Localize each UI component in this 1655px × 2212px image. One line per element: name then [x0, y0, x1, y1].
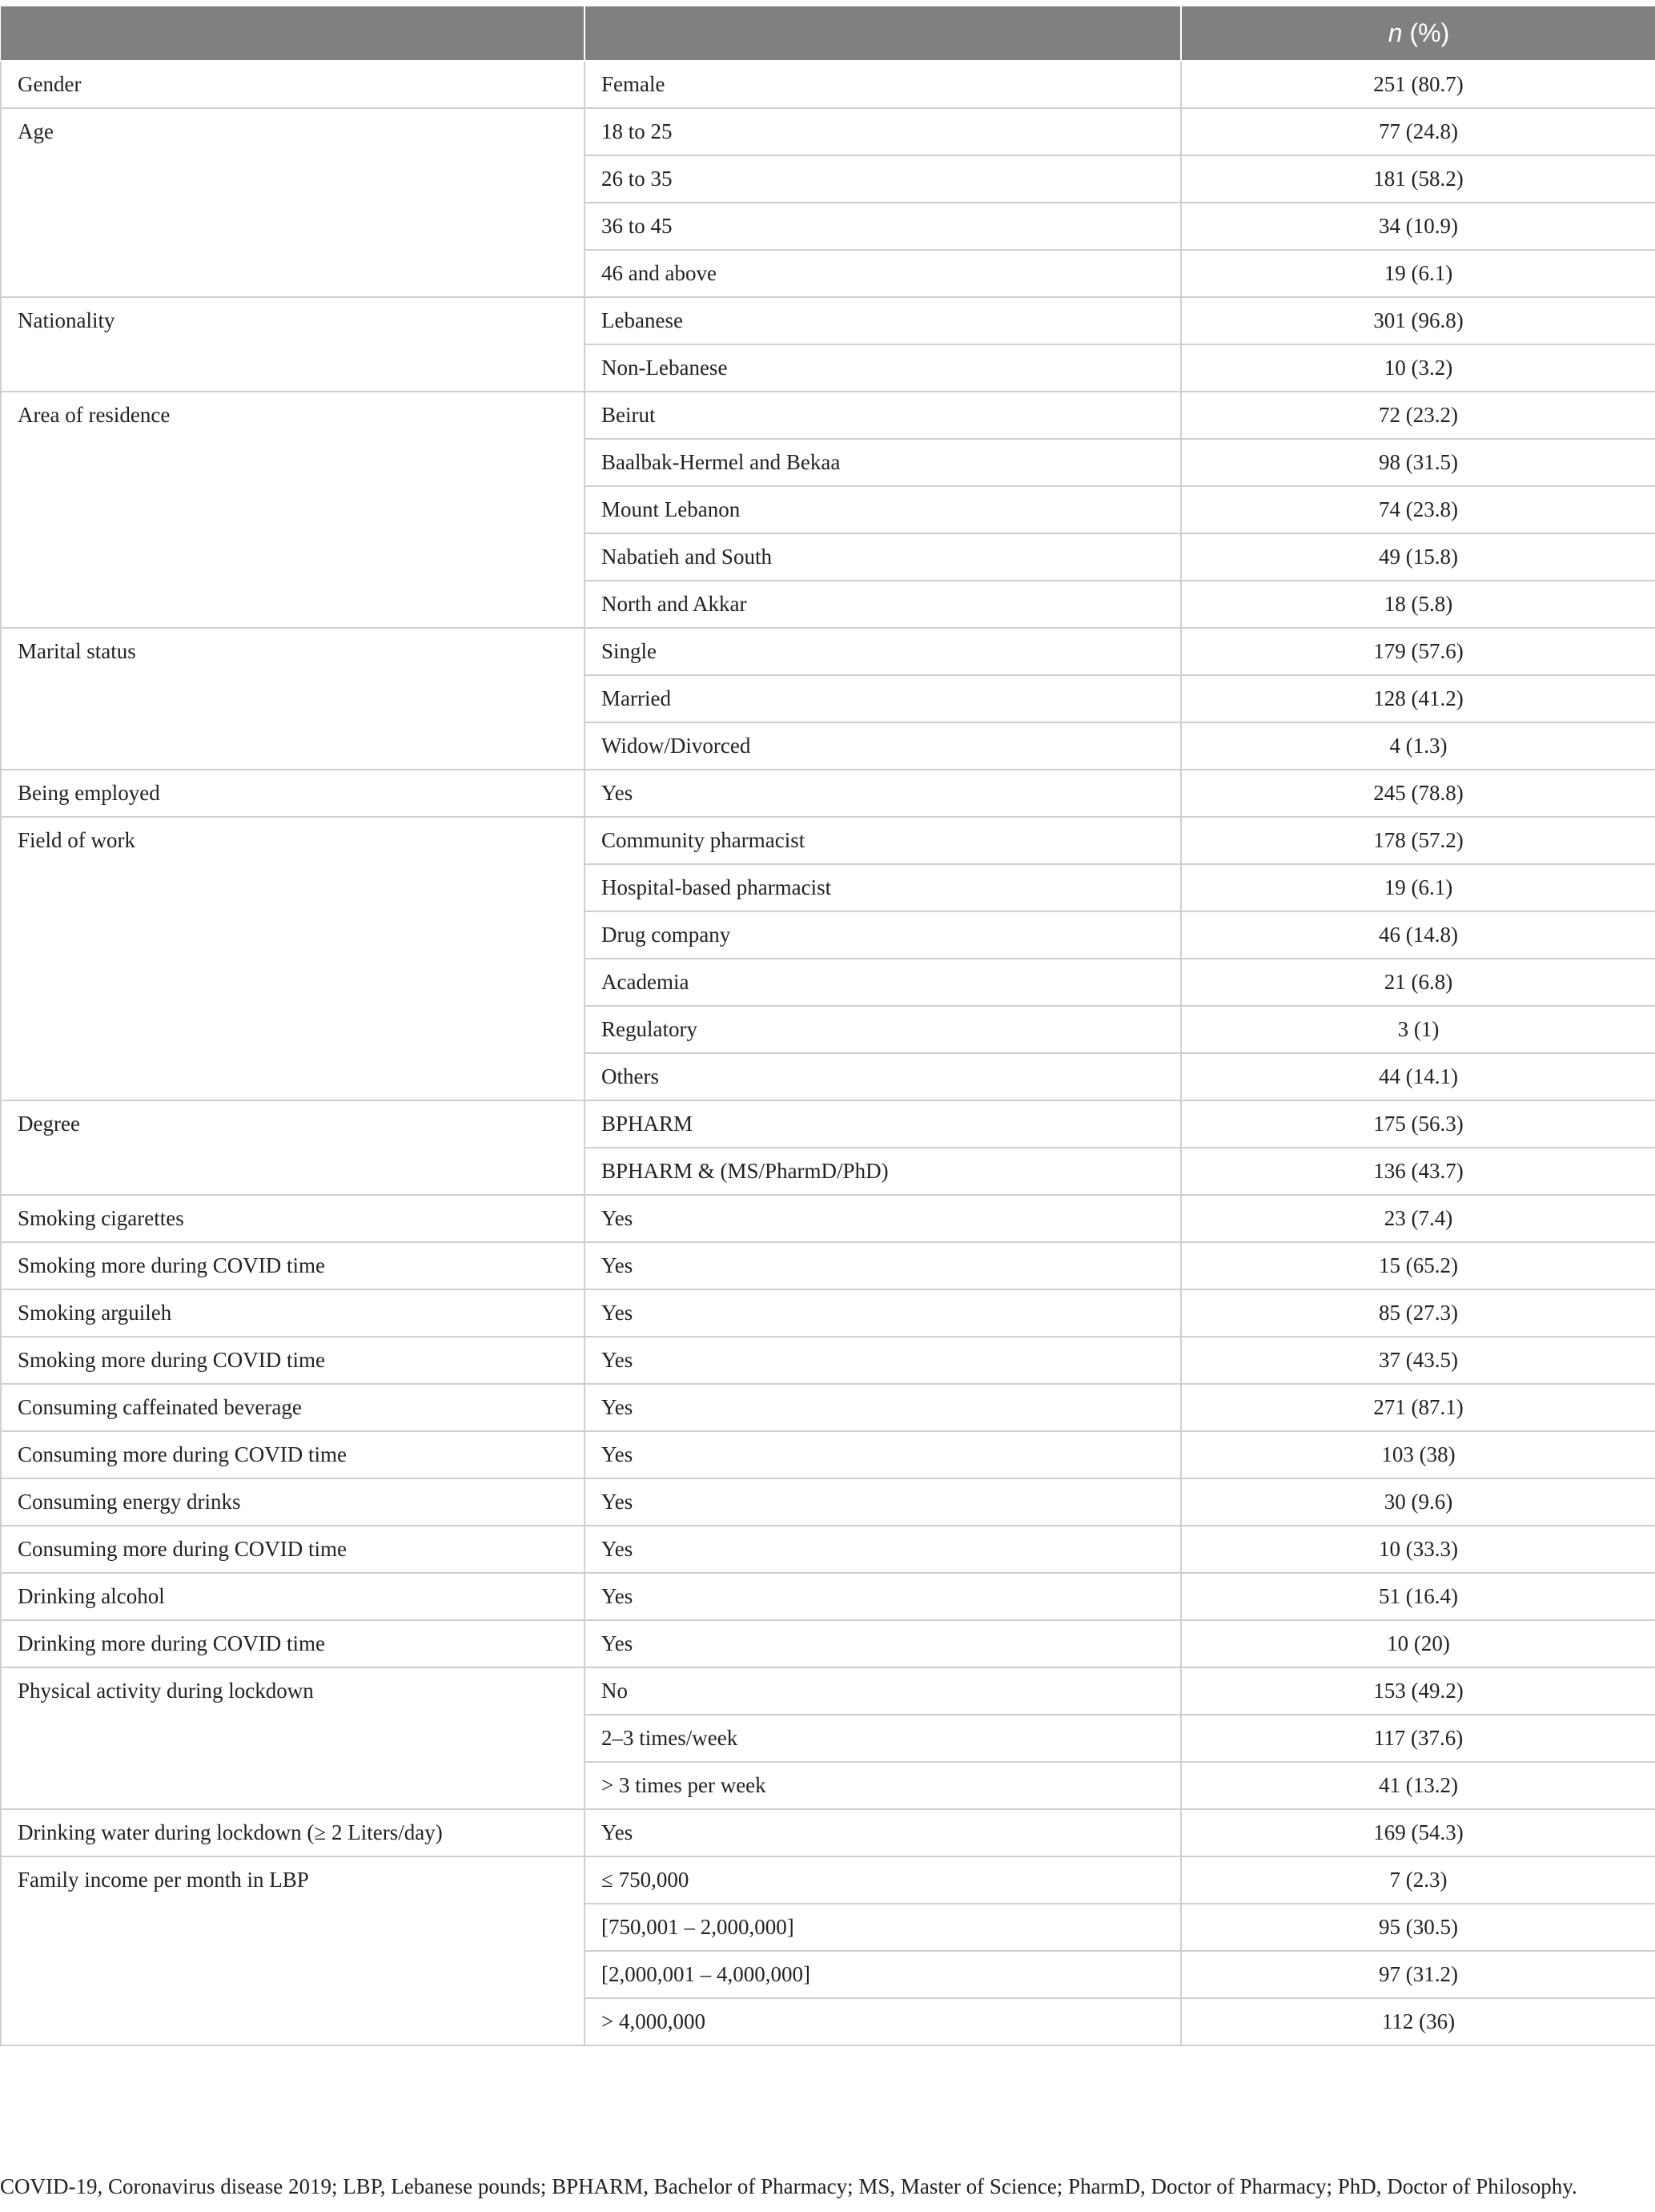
table-row — [1, 1620, 1655, 1667]
variable-cell: Physical activity during lockdown — [1, 1667, 584, 1809]
value-cell: 44 (14.1) — [1181, 1053, 1655, 1100]
level-cell: Yes — [584, 1384, 1181, 1431]
value-cell: 19 (6.1) — [1181, 864, 1655, 911]
value-cell: 21 (6.8) — [1181, 959, 1655, 1006]
level-cell: BPHARM — [584, 1100, 1181, 1148]
value-cell: 74 (23.8) — [1181, 486, 1655, 533]
table-footnote: COVID-19, Coronavirus disease 2019; LBP, Lebanese pounds; BPHARM, Bachelor of Pharmacy; MS, Master of Science; PharmD, Doctor of Pharmacy; PhD, Doctor of Philosophy. — [0, 2174, 1577, 2198]
value-cell: 41 (13.2) — [1181, 1762, 1655, 1809]
level-cell: 2–3 times/week — [584, 1715, 1181, 1762]
header-cell-variable — [1, 6, 584, 61]
value-cell: 112 (36) — [1181, 1998, 1655, 2045]
table-row — [1, 1478, 1655, 1526]
table-body — [1, 61, 1655, 2045]
value-cell: 251 (80.7) — [1181, 61, 1655, 108]
variable-cell: Smoking more during COVID time — [1, 1337, 584, 1384]
level-cell: Community pharmacist — [584, 817, 1181, 864]
table-row — [1, 1667, 1655, 1715]
table-row — [1, 1809, 1655, 1856]
level-cell: > 4,000,000 — [584, 1998, 1181, 2045]
value-cell: 153 (49.2) — [1181, 1667, 1655, 1715]
level-cell: 46 and above — [584, 250, 1181, 297]
value-cell: 23 (7.4) — [1181, 1195, 1655, 1242]
value-cell: 34 (10.9) — [1181, 203, 1655, 250]
table-row — [1, 392, 1655, 439]
header-n-label: n — [1388, 18, 1403, 47]
variable-cell: Age — [1, 108, 584, 297]
value-cell: 18 (5.8) — [1181, 581, 1655, 628]
value-cell: 51 (16.4) — [1181, 1573, 1655, 1620]
level-cell: [2,000,001 – 4,000,000] — [584, 1951, 1181, 1998]
header-cell-n-percent — [1181, 6, 1655, 61]
sociodemographic-table — [0, 6, 1655, 2046]
value-cell: 10 (33.3) — [1181, 1526, 1655, 1573]
value-cell: 3 (1) — [1181, 1006, 1655, 1053]
level-cell: Lebanese — [584, 297, 1181, 344]
table-row — [1, 1431, 1655, 1478]
table-row — [1, 817, 1655, 864]
value-cell: 10 (3.2) — [1181, 344, 1655, 392]
level-cell: Yes — [584, 1242, 1181, 1289]
value-cell: 10 (20) — [1181, 1620, 1655, 1667]
variable-cell: Smoking cigarettes — [1, 1195, 584, 1242]
value-cell: 178 (57.2) — [1181, 817, 1655, 864]
value-cell: 175 (56.3) — [1181, 1100, 1655, 1148]
value-cell: 37 (43.5) — [1181, 1337, 1655, 1384]
value-cell: 181 (58.2) — [1181, 155, 1655, 203]
value-cell: 15 (65.2) — [1181, 1242, 1655, 1289]
level-cell: Yes — [584, 1809, 1181, 1856]
value-cell: 271 (87.1) — [1181, 1384, 1655, 1431]
table-row — [1, 1856, 1655, 1904]
variable-cell: Degree — [1, 1100, 584, 1195]
value-cell: 77 (24.8) — [1181, 108, 1655, 155]
variable-cell: Nationality — [1, 297, 584, 392]
level-cell: Baalbak-Hermel and Bekaa — [584, 439, 1181, 486]
value-cell: 46 (14.8) — [1181, 911, 1655, 959]
level-cell: 26 to 35 — [584, 155, 1181, 203]
value-cell: 128 (41.2) — [1181, 675, 1655, 722]
variable-cell: Smoking more during COVID time — [1, 1242, 584, 1289]
variable-cell: Field of work — [1, 817, 584, 1100]
level-cell: Hospital-based pharmacist — [584, 864, 1181, 911]
table-row — [1, 1337, 1655, 1384]
value-cell: 117 (37.6) — [1181, 1715, 1655, 1762]
level-cell: 36 to 45 — [584, 203, 1181, 250]
level-cell: [750,001 – 2,000,000] — [584, 1904, 1181, 1951]
level-cell: Yes — [584, 770, 1181, 817]
level-cell: Yes — [584, 1337, 1181, 1384]
variable-cell: Marital status — [1, 628, 584, 770]
value-cell: 136 (43.7) — [1181, 1148, 1655, 1195]
level-cell: Mount Lebanon — [584, 486, 1181, 533]
level-cell: BPHARM & (MS/PharmD/PhD) — [584, 1148, 1181, 1195]
variable-cell: Consuming more during COVID time — [1, 1431, 584, 1478]
level-cell: Others — [584, 1053, 1181, 1100]
level-cell: Married — [584, 675, 1181, 722]
variable-cell: Being employed — [1, 770, 584, 817]
value-cell: 245 (78.8) — [1181, 770, 1655, 817]
value-cell: 179 (57.6) — [1181, 628, 1655, 675]
table-row — [1, 61, 1655, 108]
table-row — [1, 1384, 1655, 1431]
level-cell: Yes — [584, 1620, 1181, 1667]
level-cell: Yes — [584, 1573, 1181, 1620]
level-cell: > 3 times per week — [584, 1762, 1181, 1809]
value-cell: 169 (54.3) — [1181, 1809, 1655, 1856]
level-cell: Non-Lebanese — [584, 344, 1181, 392]
level-cell: Academia — [584, 959, 1181, 1006]
table-row — [1, 297, 1655, 344]
variable-cell: Smoking arguileh — [1, 1289, 584, 1337]
value-cell: 85 (27.3) — [1181, 1289, 1655, 1337]
variable-cell: Area of residence — [1, 392, 584, 628]
value-cell: 97 (31.2) — [1181, 1951, 1655, 1998]
level-cell: North and Akkar — [584, 581, 1181, 628]
variable-cell: Consuming energy drinks — [1, 1478, 584, 1526]
table-row — [1, 628, 1655, 675]
level-cell: Yes — [584, 1526, 1181, 1573]
header-row — [1, 6, 1655, 61]
value-cell: 301 (96.8) — [1181, 297, 1655, 344]
value-cell: 30 (9.6) — [1181, 1478, 1655, 1526]
variable-cell: Drinking water during lockdown (≥ 2 Liters/day) — [1, 1809, 584, 1856]
variable-cell: Drinking alcohol — [1, 1573, 584, 1620]
level-cell: ≤ 750,000 — [584, 1856, 1181, 1904]
variable-cell: Consuming more during COVID time — [1, 1526, 584, 1573]
value-cell: 4 (1.3) — [1181, 722, 1655, 770]
level-cell: Widow/Divorced — [584, 722, 1181, 770]
header-percent-label: (%) — [1402, 18, 1450, 47]
value-cell: 72 (23.2) — [1181, 392, 1655, 439]
table-row — [1, 1242, 1655, 1289]
value-cell: 98 (31.5) — [1181, 439, 1655, 486]
table-row — [1, 1195, 1655, 1242]
variable-cell: Gender — [1, 61, 584, 108]
table-row — [1, 108, 1655, 155]
level-cell: Single — [584, 628, 1181, 675]
variable-cell: Family income per month in LBP — [1, 1856, 584, 2045]
value-cell: 49 (15.8) — [1181, 533, 1655, 581]
table-row — [1, 1526, 1655, 1573]
level-cell: Yes — [584, 1289, 1181, 1337]
table-row — [1, 1573, 1655, 1620]
variable-cell: Consuming caffeinated beverage — [1, 1384, 584, 1431]
level-cell: Drug company — [584, 911, 1181, 959]
table-row — [1, 1289, 1655, 1337]
level-cell: Beirut — [584, 392, 1181, 439]
level-cell: Female — [584, 61, 1181, 108]
level-cell: Yes — [584, 1431, 1181, 1478]
table-row — [1, 1100, 1655, 1148]
header-cell-level — [584, 6, 1181, 61]
value-cell: 103 (38) — [1181, 1431, 1655, 1478]
variable-cell: Drinking more during COVID time — [1, 1620, 584, 1667]
level-cell: Yes — [584, 1195, 1181, 1242]
value-cell: 95 (30.5) — [1181, 1904, 1655, 1951]
level-cell: 18 to 25 — [584, 108, 1181, 155]
table-row — [1, 770, 1655, 817]
level-cell: Nabatieh and South — [584, 533, 1181, 581]
value-cell: 19 (6.1) — [1181, 250, 1655, 297]
level-cell: Yes — [584, 1478, 1181, 1526]
table-header — [1, 6, 1655, 61]
level-cell: No — [584, 1667, 1181, 1715]
value-cell: 7 (2.3) — [1181, 1856, 1655, 1904]
level-cell: Regulatory — [584, 1006, 1181, 1053]
